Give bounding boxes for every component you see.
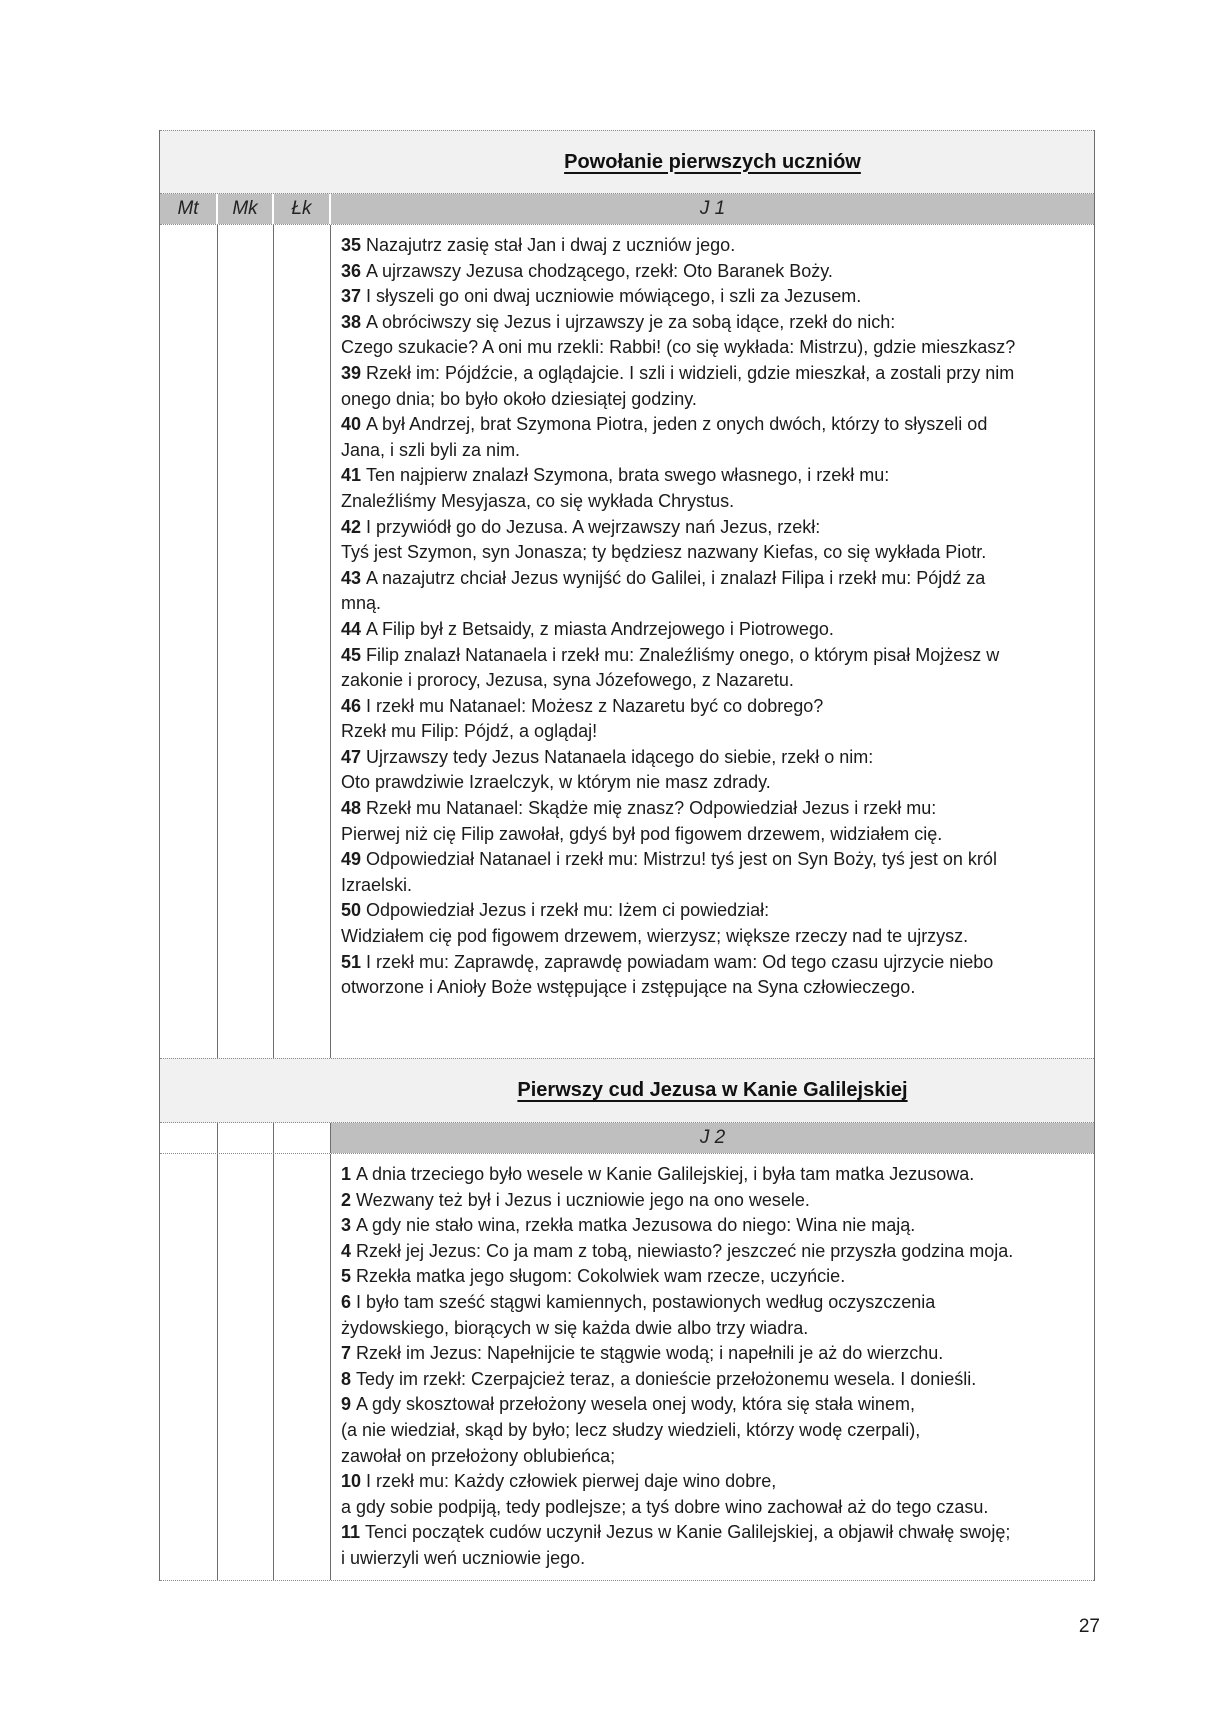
mk-header-empty <box>218 1123 274 1153</box>
verse-line <box>341 387 1088 413</box>
verse-line <box>341 361 1088 387</box>
j1-verses <box>331 225 1094 1058</box>
verse-text: otworzone i Anioły Boże wstępujące i zstępujące na Syna człowieczego. <box>341 977 916 998</box>
verse-text: Odpowiedział Natanael i rzekł mu: Mistrzu! tyś jest on Syn Boży, tyś jest on król <box>366 849 997 870</box>
verse-number: 40 <box>341 414 362 435</box>
verse-line <box>341 1290 1088 1316</box>
verse-text: Rzekła matka jego sługom: Cokolwiek wam rzecze, uczyńcie. <box>356 1266 846 1287</box>
verse-text: zakonie i prorocy, Jezusa, syna Józefowego, z Nazaretu. <box>341 670 794 691</box>
verse-text: Pierwej niż cię Filip zawołał, gdyś był pod figowem drzewem, widziałem cię. <box>341 823 943 844</box>
verse-text: A nazajutrz chciał Jezus wynijść do Galilei, i znalazł Filipa i rzekł mu: Pójdź za <box>366 567 986 588</box>
verse-number: 10 <box>341 1471 362 1492</box>
verse-line <box>341 1188 1088 1214</box>
verse-text: A gdy nie stało wina, rzekła matka Jezusowa do niego: Wina nie mają. <box>356 1215 916 1236</box>
verse-number: 44 <box>341 618 362 639</box>
verse-line <box>341 259 1088 285</box>
verse-line <box>341 1546 1088 1572</box>
verse-number: 3 <box>341 1215 352 1236</box>
section1-header-row <box>160 194 1094 225</box>
verse-number: 9 <box>341 1394 352 1415</box>
verse-line <box>341 438 1088 464</box>
verse-number: 1 <box>341 1164 352 1184</box>
verse-text: A ujrzawszy Jezusa chodzącego, rzekł: Oto Baranek Boży. <box>366 260 833 281</box>
verse-number: 41 <box>341 465 362 486</box>
verse-line <box>341 1213 1088 1239</box>
verse-number: 8 <box>341 1368 352 1389</box>
verse-line <box>341 489 1088 515</box>
verse-text: A gdy skosztował przełożony wesela onej wody, która się stała winem, <box>356 1394 915 1415</box>
verse-line <box>341 745 1088 771</box>
verse-line <box>341 284 1088 310</box>
lk-cell-empty <box>274 225 331 1058</box>
gospel-synopsis-table <box>159 130 1095 1581</box>
verse-line <box>341 847 1088 873</box>
verse-text: I było tam sześć stągwi kamiennych, postawionych według oczyszczenia <box>356 1291 936 1312</box>
verse-text: Rzekł mu Filip: Pójdź, a oglądaj! <box>341 721 598 742</box>
verse-text: Wezwany też był i Jezus i uczniowie jego na ono wesele. <box>356 1189 810 1210</box>
verse-text: I rzekł mu: Zaprawdę, zaprawdę powiadam wam: Od tego czasu ujrzycie niebo <box>366 951 994 972</box>
verse-number: 5 <box>341 1266 352 1287</box>
verse-line <box>341 1520 1088 1546</box>
verse-line <box>341 412 1088 438</box>
column-header-mk: Mk <box>218 194 274 224</box>
verse-text: Tenci początek cudów uczynił Jezus w Kanie Galilejskiej, a objawił chwałę swoję; <box>365 1522 1011 1543</box>
section-title: Pierwszy cud Jezusa w Kanie Galilejskiej <box>517 1079 908 1101</box>
verse-number: 43 <box>341 567 362 588</box>
verse-text: I słyszeli go oni dwaj uczniowie mówiącego, i szli za Jezusem. <box>366 286 862 307</box>
verse-text: Oto prawdziwie Izraelczyk, w którym nie masz zdrady. <box>341 772 771 793</box>
verse-number: 46 <box>341 695 362 716</box>
verse-number: 37 <box>341 286 362 307</box>
verse-number: 36 <box>341 260 362 281</box>
verse-line <box>341 694 1088 720</box>
verse-line <box>341 540 1088 566</box>
verse-text: Tedy im rzekł: Czerpajcież teraz, a donieście przełożonemu wesela. I donieśli. <box>356 1368 977 1389</box>
verse-line <box>341 1392 1088 1418</box>
verse-line <box>341 617 1088 643</box>
verse-text: Widziałem cię pod figowem drzewem, wierzysz; większe rzeczy nad te ujrzysz. <box>341 926 969 947</box>
verse-line <box>341 591 1088 617</box>
verse-text: a gdy sobie podpiją, tedy podlejsze; a tyś dobre wino zachował aż do tego czasu. <box>341 1496 989 1517</box>
verse-text: Rzekł im Jezus: Napełnijcie te stągwie wodą; i napełnili je aż do wierzchu. <box>356 1343 944 1364</box>
verse-text: Jana, i szli byli za nim. <box>341 439 521 460</box>
verse-line <box>341 898 1088 924</box>
mk-cell-empty <box>218 1154 274 1580</box>
column-header-j2: J 2 <box>331 1123 1094 1153</box>
section-title: Powołanie pierwszych uczniów <box>564 150 861 173</box>
j2-verses <box>331 1154 1094 1580</box>
verse-text: i uwierzyli weń uczniowie jego. <box>341 1547 586 1568</box>
verse-text: I przywiódł go do Jezusa. A wejrzawszy nań Jezus, rzekł: <box>366 516 821 537</box>
verse-text: Odpowiedział Jezus i rzekł mu: Iżem ci powiedział: <box>366 900 770 921</box>
verse-number: 35 <box>341 235 362 255</box>
verse-line <box>341 1239 1088 1265</box>
verse-number: 39 <box>341 362 362 383</box>
verse-line <box>341 668 1088 694</box>
verse-line <box>341 924 1088 950</box>
verse-text: A Filip był z Betsaidy, z miasta Andrzejowego i Piotrowego. <box>366 618 834 639</box>
verse-line <box>341 566 1088 592</box>
verse-number: 11 <box>341 1522 361 1543</box>
verse-line <box>341 310 1088 336</box>
verse-line <box>341 1316 1088 1342</box>
mk-cell-empty <box>218 225 274 1058</box>
verse-line <box>341 796 1088 822</box>
verse-text: Rzekł im: Pójdźcie, a oglądajcie. I szli i widzieli, gdzie mieszkał, a zostali przy nim <box>366 362 1015 383</box>
column-header-j1: J 1 <box>331 194 1094 224</box>
verse-text: (a nie wiedział, skąd by było; lecz słudzy wiedzieli, którzy wodę czerpali), <box>341 1419 921 1440</box>
verse-text: Nazajutrz zasię stał Jan i dwaj z uczniów jego. <box>366 235 736 255</box>
verse-line <box>341 822 1088 848</box>
verse-line <box>341 873 1088 899</box>
verse-line <box>341 643 1088 669</box>
verse-line <box>341 233 1088 259</box>
section2-header-row <box>160 1123 1094 1154</box>
verse-number: 49 <box>341 849 362 870</box>
verse-text: I rzekł mu: Każdy człowiek pierwej daje wino dobre, <box>366 1471 777 1492</box>
verse-line <box>341 335 1088 361</box>
verse-line <box>341 1341 1088 1367</box>
verse-text: A dnia trzeciego było wesele w Kanie Galilejskiej, i była tam matka Jezusowa. <box>356 1164 975 1184</box>
verse-text: Rzekł jej Jezus: Co ja mam z tobą, niewiasto? jeszczeć nie przyszła godzina moja. <box>356 1240 1014 1261</box>
verse-line <box>341 1264 1088 1290</box>
verse-text: I rzekł mu Natanael: Możesz z Nazaretu być co dobrego? <box>366 695 824 716</box>
verse-number: 50 <box>341 900 362 921</box>
verse-line <box>341 1444 1088 1470</box>
verse-text: zawołał on przełożony oblubieńca; <box>341 1445 616 1466</box>
verse-text: Ten najpierw znalazł Szymona, brata swego własnego, i rzekł mu: <box>366 465 890 486</box>
column-header-lk: Łk <box>274 194 331 224</box>
verse-number: 48 <box>341 798 362 819</box>
column-header-mt: Mt <box>160 194 218 224</box>
verse-text: żydowskiego, biorących w się każda dwie albo trzy wiadra. <box>341 1317 809 1338</box>
mt-header-empty <box>160 1123 218 1153</box>
verse-text: Czego szukacie? A oni mu rzekli: Rabbi! (co się wykłada: Mistrzu), gdzie mieszkasz? <box>341 337 1016 358</box>
verse-line <box>341 463 1088 489</box>
verse-text: mną. <box>341 593 382 614</box>
verse-number: 7 <box>341 1343 352 1364</box>
verse-text: Ujrzawszy tedy Jezus Natanaela idącego do siebie, rzekł o nim: <box>366 746 874 767</box>
verse-text: Izraelski. <box>341 874 413 895</box>
verse-text: A był Andrzej, brat Szymona Piotra, jeden z onych dwóch, którzy to słyszeli od <box>366 414 988 435</box>
verse-number: 42 <box>341 516 362 537</box>
verse-text: Tyś jest Szymon, syn Jonasza; ty będziesz nazwany Kiefas, co się wykłada Piotr. <box>341 542 987 563</box>
verse-text: Rzekł mu Natanael: Skądże mię znasz? Odpowiedział Jezus i rzekł mu: <box>366 798 937 819</box>
verse-line <box>341 770 1088 796</box>
verse-line <box>341 1469 1088 1495</box>
verse-line <box>341 719 1088 745</box>
verse-number: 2 <box>341 1189 352 1210</box>
verse-text: A obróciwszy się Jezus i ujrzawszy je za sobą idące, rzekł do nich: <box>366 311 896 332</box>
verse-line <box>341 515 1088 541</box>
verse-number: 4 <box>341 1240 352 1261</box>
verse-line <box>341 1162 1088 1188</box>
verse-number: 38 <box>341 311 362 332</box>
verse-line <box>341 1418 1088 1444</box>
mt-cell-empty <box>160 225 218 1058</box>
lk-header-empty <box>274 1123 331 1153</box>
verse-text: onego dnia; bo było około dziesiątej godziny. <box>341 388 697 409</box>
verse-number: 45 <box>341 644 362 665</box>
lk-cell-empty <box>274 1154 331 1580</box>
verse-line <box>341 950 1088 976</box>
section1-body-row <box>160 225 1094 1058</box>
verse-number: 6 <box>341 1291 352 1312</box>
verse-number: 51 <box>341 951 362 972</box>
verse-text: Filip znalazł Natanaela i rzekł mu: Znaleźliśmy onego, o którym pisał Mojżesz w <box>366 644 1000 665</box>
verse-line <box>341 975 1088 1001</box>
page-number: 27 <box>1078 1616 1100 1637</box>
verse-text: Znaleźliśmy Mesyjasza, co się wykłada Chrystus. <box>341 490 735 511</box>
section1-title-band <box>160 130 1094 194</box>
verse-line <box>341 1495 1088 1521</box>
section2-body-row <box>160 1154 1094 1581</box>
verse-line <box>341 1367 1088 1393</box>
section2-title-band <box>160 1058 1094 1123</box>
mt-cell-empty <box>160 1154 218 1580</box>
verse-number: 47 <box>341 746 362 767</box>
